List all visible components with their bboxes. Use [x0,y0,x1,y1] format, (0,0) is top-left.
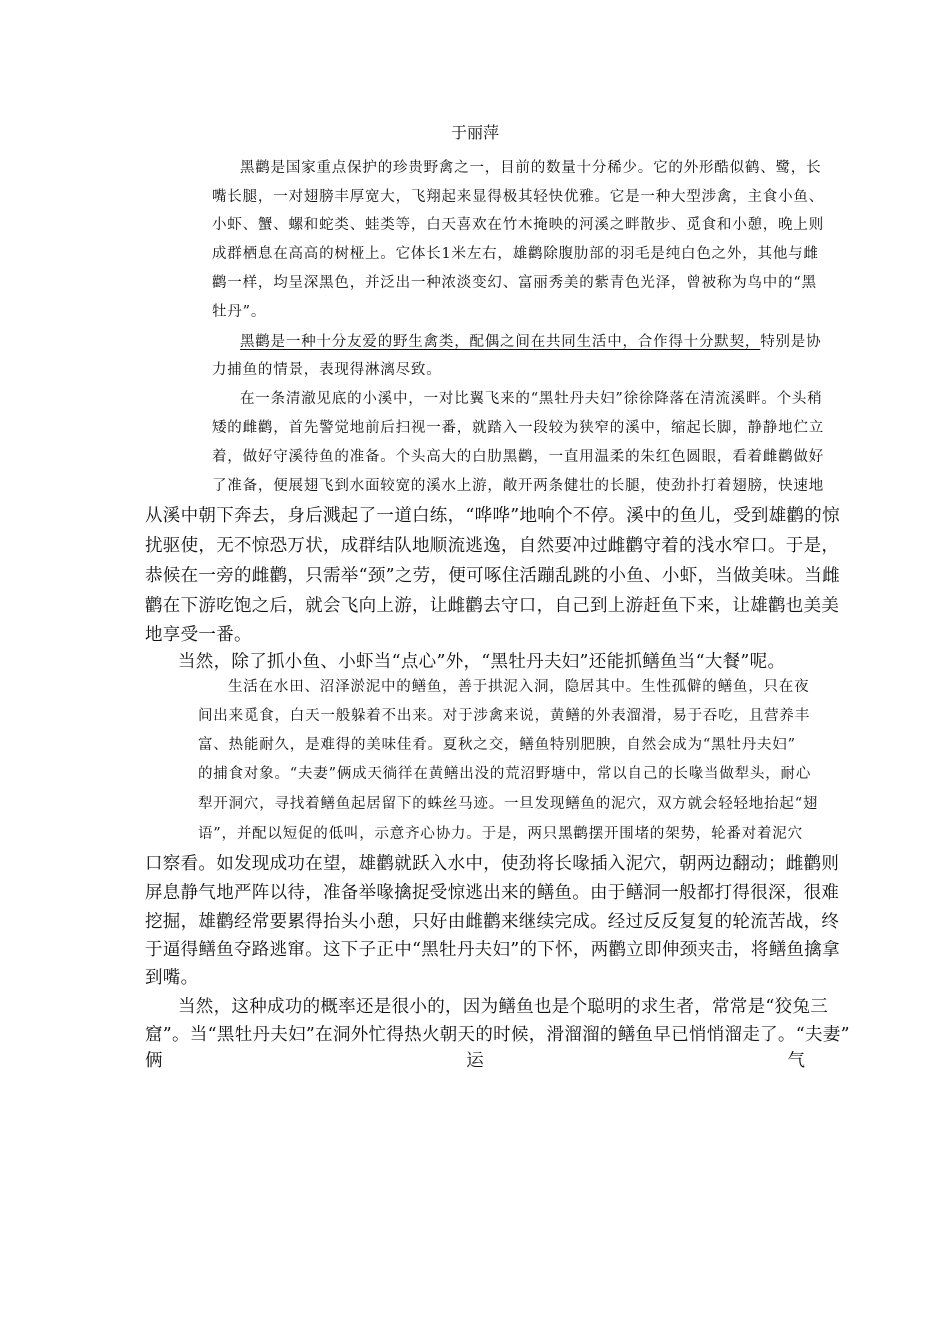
last-line-char-2: 运 [466,1051,484,1071]
paragraph-3-line-1: 在一条清澈见底的小溪中，一对比翼飞来的“黑牡丹夫妇”徐徐降落在清流溪畔。个头稍 [240,391,823,407]
author-name: 于丽萍 [450,123,499,142]
body-line-13: 窟”。当“黑牡丹夫妇”在洞外忙得热火朝天的时候，滑溜溜的鳝鱼早已悄悄溜走了。“夫妻” [145,1025,850,1045]
paragraph-3-line-4: 了准备，便展翅飞到水面较宽的溪水上游，敞开两条健壮的长腿，使劲扑打着翅膀，快速地 [212,478,824,494]
justified-last-line [145,1047,805,1072]
body-line-6: 当然，除了抓小鱼、小虾当“点心”外，“黑牡丹夫妇”还能抓鳝鱼当“大餐”呢。 [178,652,786,672]
last-line-char-3: 气 [787,1051,805,1071]
paragraph-1-line-4: 成群栖息在高高的树桠上。它体长1米左右，雄鹳除腹肋部的羽毛是纯白色之外，其他与雌 [212,246,819,262]
paragraph-5-line-2: 间出来觅食，白天一般躲着不出来。对于涉禽来说，黄鳝的外表溜滑，易于吞吃，且营养丰 [198,708,810,724]
paragraph-1-line-2: 嘴长腿，一对翅膀丰厚宽大，飞翔起来显得极其轻快优雅。它是一种大型涉禽，主食小鱼、 [212,189,824,205]
paragraph-5-line-4: 的捕食对象。“夫妻”俩成天徜徉在黄鳝出没的荒沼野塘中，常以自己的长喙当做犁头，耐心 [198,766,812,782]
body-line-7: 口察看。如发现成功在望，雄鹳就跃入水中，使劲将长喙插入泥穴，朝两边翻动；雌鹳则 [145,854,840,874]
paragraph-1-line-1: 黑鹳是国家重点保护的珍贵野禽之一，目前的数量十分稀少。它的外形酷似鹤、鹭，长 [240,160,822,176]
paragraph-3-line-2: 矮的雌鹳，首先警觉地前后扫视一番，就踏入一段较为狭窄的溪中，缩起长脚，静静地伫立 [212,420,824,436]
paragraph-5-line-5: 犁开洞穴，寻找着鳝鱼起居留下的蛛丝马迹。一旦发现鳝鱼的泥穴，双方就会轻轻地抬起“翅 [198,796,819,812]
body-line-11: 到嘴。 [145,968,199,988]
paragraph-5-line-3: 富、热能耐久，是难得的美味佳肴。夏秋之交，鳝鱼特别肥腴，自然会成为“黑牡丹夫妇” [198,737,796,753]
paragraph-1-line-5: 鹳一样，均呈深黑色，并泛出一种浓淡变幻、富丽秀美的紫青色光泽，曾被称为鸟中的“黑 [212,275,817,291]
paragraph-1-line-3: 小虾、蟹、螺和蛇类、蛙类等，白天喜欢在竹木掩映的河溪之畔散步、觅食和小憩，晚上则 [212,217,824,233]
paragraph-1-line-6: 牡丹”。 [212,304,267,320]
paragraph-2-line-1 [240,330,821,351]
body-line-5: 地享受一番。 [145,625,252,645]
underlined-sentence: 黑鹳是一种十分友爱的野生禽类，配偶之间在共同生活中，合作得十分默契， [240,334,761,350]
body-line-9: 挖掘，雄鹳经常要累得抬头小憩，只好由雌鹳来继续完成。经过反反复复的轮流苦战，终 [145,912,840,932]
paragraph-2-line-2: 力捕鱼的情景，表现得淋漓尽致。 [212,362,442,378]
paragraph-5-line-6: 语”，并配以短促的低叫，示意齐心协力。于是，两只黑鹳摆开围堵的架势，轮番对着泥穴 [198,826,803,842]
body-line-12: 当然，这种成功的概率还是很小的，因为鳝鱼也是个聪明的求生者，常常是“狡兔三 [178,997,829,1017]
body-line-1: 从溪中朝下奔去，身后溅起了一道白练，“哗哗”地响个不停。溪中的鱼儿，受到雄鹳的惊 [145,506,840,526]
body-line-2: 扰驱使，无不惊恐万状，成群结队地顺流逃逸，自然要冲过雌鹳守着的浅水窄口。于是， [145,536,840,556]
body-line-3: 恭候在一旁的雌鹳，只需举“颈”之劳，便可啄住活蹦乱跳的小鱼、小虾，当做美味。当雌 [145,566,840,586]
last-line-char-1: 俩 [145,1051,163,1071]
paragraph-3-line-3: 着，做好守溪待鱼的准备。个头高大的白肋黑鹳，一直用温柔的朱红色圆眼，看着雌鹳做好 [212,449,824,465]
paragraph-2-rest: 特别是协 [760,334,822,350]
body-line-10: 于逼得鳝鱼夺路逃窜。这下子正中“黑牡丹夫妇”的下怀，两鹳立即伸颈夹击，将鳝鱼擒拿 [145,940,840,960]
paragraph-5-line-1: 生活在水田、沼泽淤泥中的鳝鱼，善于拱泥入洞，隐居其中。生性孤僻的鳝鱼，只在夜 [228,679,810,695]
body-line-4: 鹳在下游吃饱之后，就会飞向上游，让雌鹳去守口，自己到上游赶鱼下来，让雄鹳也美美 [145,596,840,616]
body-line-8: 屏息静气地严阵以待，准备举喙擒捉受惊逃出来的鳝鱼。由于鳝洞一般都打得很深，很难 [145,883,840,903]
